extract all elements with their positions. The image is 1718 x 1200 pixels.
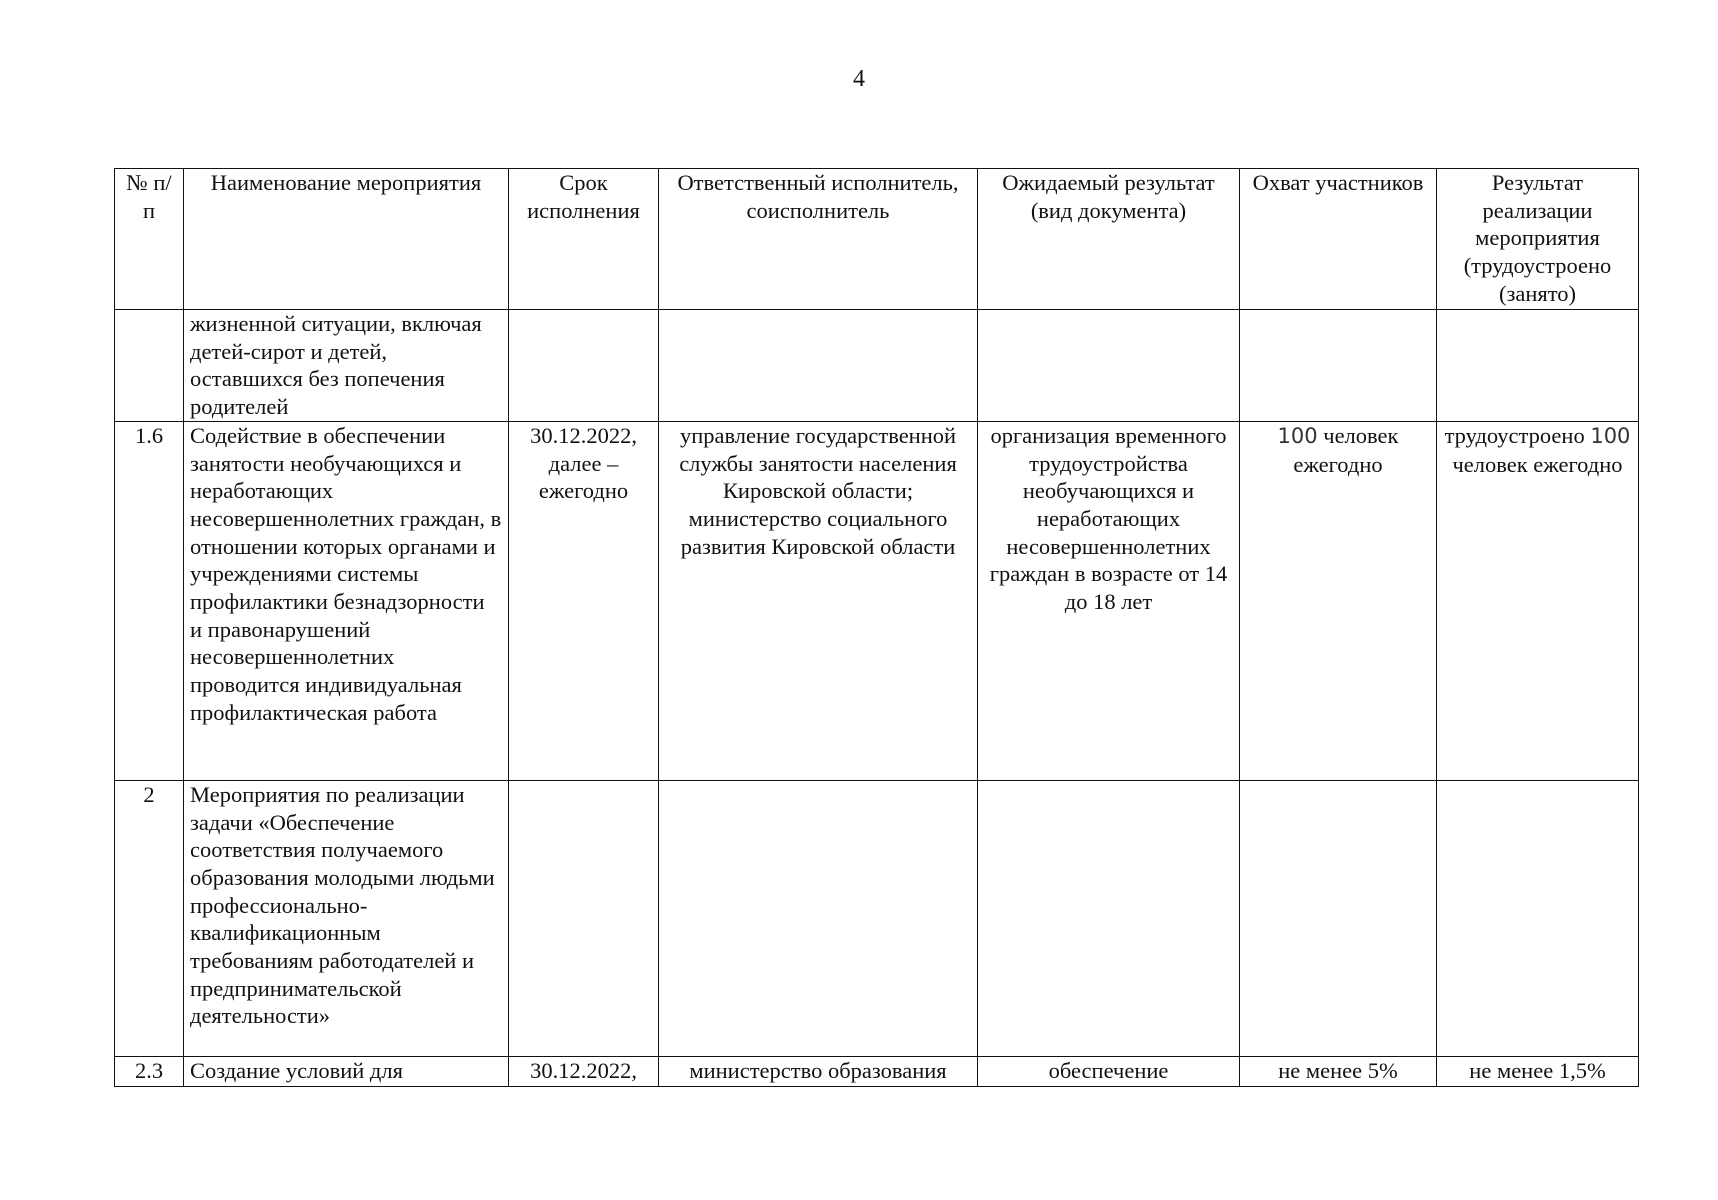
header-activity-name: Наименование мероприятия xyxy=(184,169,509,310)
coverage-text: человек ежегодно xyxy=(1293,422,1399,477)
table-header-row xyxy=(115,169,1639,310)
deadline xyxy=(509,780,659,1056)
header-executor: Ответственный исполнитель, соисполнитель xyxy=(659,169,978,310)
coverage xyxy=(1240,310,1437,422)
header-coverage: Охват участников xyxy=(1240,169,1437,310)
result-prefix: не менее 1,5% xyxy=(1469,1057,1606,1083)
deadline xyxy=(509,310,659,422)
coverage xyxy=(1240,1056,1437,1086)
result-suffix: человек ежегодно xyxy=(1452,451,1623,477)
coverage xyxy=(1240,421,1437,780)
deadline: 30.12.2022, xyxy=(509,1056,659,1086)
activity-name: Создание условий для xyxy=(184,1056,509,1086)
row-number xyxy=(115,310,184,422)
expected-result xyxy=(978,310,1240,422)
activity-name: жизненной ситуации, включая детей-сирот и детей, оставшихся без попечения родителей xyxy=(184,310,509,422)
expected-result: обеспечение xyxy=(978,1056,1240,1086)
executor xyxy=(659,310,978,422)
row-number: 2.3 xyxy=(115,1056,184,1086)
expected-result xyxy=(978,780,1240,1056)
coverage xyxy=(1240,780,1437,1056)
executor xyxy=(659,780,978,1056)
activity-name: Содействие в обеспечении занятости необучающихся и неработающих несовершеннолетних граждан, в отношении которых органами и учреждениями системы профилактики безнадзорности и правонарушений несовершеннолетних проводится индивидуальная профилактическая работа xyxy=(184,421,509,780)
header-number: № п/п xyxy=(115,169,184,310)
result xyxy=(1437,310,1639,422)
result-value: 100 xyxy=(1590,423,1631,448)
table-row xyxy=(115,1056,1639,1086)
table-row xyxy=(115,310,1639,422)
header-result: Результат реализации мероприятия (трудоустроено (занято) xyxy=(1437,169,1639,310)
row-number: 1.6 xyxy=(115,421,184,780)
expected-result: организация временного трудоустройства необучающихся и неработающих несовершеннолетних граждан в возрасте от 14 до 18 лет xyxy=(978,421,1240,780)
executor: министерство образования xyxy=(659,1056,978,1086)
table-row xyxy=(115,421,1639,780)
result-prefix: трудоустроено xyxy=(1444,422,1591,448)
row-number: 2 xyxy=(115,780,184,1056)
table-row xyxy=(115,780,1639,1056)
deadline: 30.12.2022, далее – ежегодно xyxy=(509,421,659,780)
executor: управление государственной службы занятости населения Кировской области; министерство социального развития Кировской области xyxy=(659,421,978,780)
activity-name: Мероприятия по реализации задачи «Обеспечение соответствия получаемого образования молодыми людьми профессионально-квалификационным требованиям работодателей и предпринимательской деятельности» xyxy=(184,780,509,1056)
result xyxy=(1437,780,1639,1056)
coverage-value: 100 xyxy=(1277,423,1318,448)
header-expected-result: Ожидаемый результат (вид документа) xyxy=(978,169,1240,310)
activities-table xyxy=(114,168,1639,1087)
result xyxy=(1437,421,1639,780)
header-deadline: Срок исполнения xyxy=(509,169,659,310)
page-number: 4 xyxy=(853,66,865,92)
result xyxy=(1437,1056,1639,1086)
coverage-text: не менее 5% xyxy=(1278,1057,1398,1083)
